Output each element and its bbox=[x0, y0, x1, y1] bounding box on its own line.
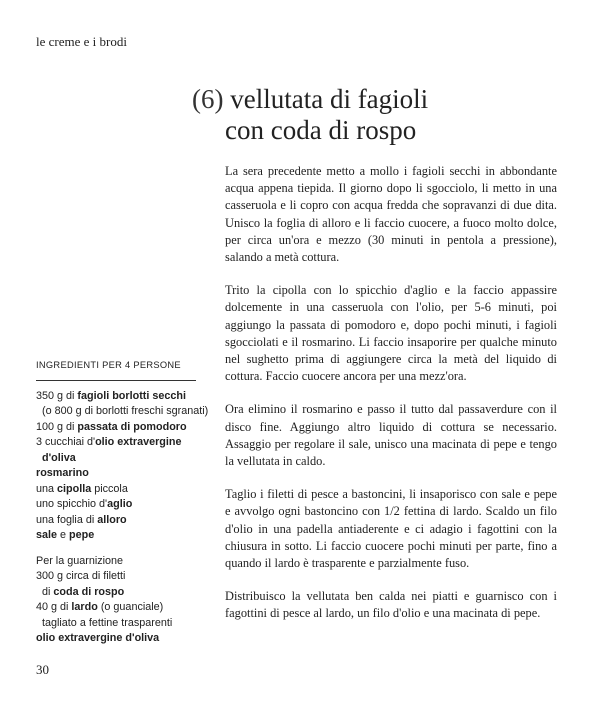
ingredient-text: uno spicchio d' bbox=[36, 498, 108, 510]
ingredient-name: passata di pomodoro bbox=[77, 420, 187, 433]
ingredient-name: alloro bbox=[97, 513, 127, 526]
ingredient-item bbox=[36, 466, 221, 482]
method-paragraph: La sera precedente metto a mollo i fagioli secchi in abbondante acqua appena tiepida. Il giorno dopo li sgocciolo, li metto in una casseruola e li copro con acqua fredda che sopravanzi di due dita. Unisco la foglia di alloro e li faccio cuocere, a fuoco molto dolce, per circa un'ora e mezzo (30 minuti in pentola a pressione), salando a metà cottura. bbox=[225, 164, 557, 265]
ingredient-item bbox=[36, 585, 221, 601]
recipe-title bbox=[192, 84, 428, 146]
garnish-heading: Per la guarnizione bbox=[36, 554, 124, 567]
ingredient-name: olio extravergine d'oliva bbox=[36, 632, 160, 644]
ingredient-item bbox=[36, 600, 221, 616]
running-head: le creme e i brodi bbox=[36, 34, 127, 49]
ingredient-item bbox=[36, 513, 221, 529]
ingredient-name: fagioli borlotti secchi bbox=[77, 389, 187, 402]
garnish-ingredients bbox=[36, 569, 221, 647]
ingredient-text: 100 g di bbox=[36, 420, 78, 433]
ingredient-item bbox=[36, 389, 221, 405]
ingredient-item bbox=[36, 528, 221, 544]
ingredient-item bbox=[36, 616, 221, 632]
method-paragraph: Taglio i filetti di pesce a bastoncini, li insaporisco con sale e pepe e avvolgo ogni bastoncino con 1/2 fettina di lardo. Scaldo un filo d'olio in una padella antiaderente e ci adagio i fagottini con la chiusura in sotto. Li faccio cuocere pochi minuti per parte, fino a quando il lardo è trasparente e parzialmente fuso. bbox=[225, 487, 557, 571]
ingredient-name: d'oliva bbox=[42, 451, 76, 464]
ingredient-item bbox=[36, 451, 221, 467]
ingredient-name: sale bbox=[36, 529, 58, 541]
ingredient-name: cipolla bbox=[57, 482, 92, 495]
ingredient-name: olio extravergine bbox=[95, 436, 182, 448]
ingredient-text: di bbox=[42, 585, 54, 598]
recipe-method bbox=[225, 163, 557, 639]
page-number: 30 bbox=[36, 662, 49, 677]
ingredient-item bbox=[36, 497, 221, 513]
ingredient-text: 3 cucchiai d' bbox=[36, 436, 96, 448]
recipe-number: (6) bbox=[192, 84, 224, 114]
ingredient-text: e bbox=[57, 529, 70, 541]
ingredient-text: (o guanciale) bbox=[97, 601, 164, 613]
ingredient-item bbox=[36, 404, 221, 420]
ingredient-text: una bbox=[36, 482, 58, 495]
method-paragraph: Distribuisco la vellutata ben calda nei piatti e guarnisco con i fagottini di pesce al lardo, un filo d'olio e una macinata di pepe. bbox=[225, 589, 557, 621]
spacer bbox=[36, 544, 221, 554]
title-line-1 bbox=[192, 84, 428, 115]
ingredient-text: piccola bbox=[91, 482, 128, 495]
ingredient-text: 300 g circa di filetti bbox=[36, 570, 126, 582]
ingredient-text: una foglia di bbox=[36, 513, 98, 526]
ingredient-item bbox=[36, 420, 221, 436]
ingredient-name: lardo bbox=[71, 601, 98, 613]
ingredient-text: 350 g di bbox=[36, 389, 78, 402]
ingredient-item bbox=[36, 569, 221, 585]
ingredient-name: coda di rospo bbox=[53, 585, 125, 598]
title-line-2: con coda di rospo bbox=[225, 115, 417, 145]
method-paragraph: Ora elimino il rosmarino e passo il tutto dal passaverdure con il disco fine. Aggiungo altro liquido di cottura se necessario. Assaggio per regolare il sale, unisco una macinata di pepe e tengo la vellutata in caldo. bbox=[225, 402, 557, 469]
ingredient-name: aglio bbox=[107, 498, 133, 510]
ingredient-item bbox=[36, 631, 221, 647]
ingredient-item bbox=[36, 435, 221, 451]
ingredient-text: 40 g di bbox=[36, 601, 72, 613]
ingredients-list bbox=[36, 358, 221, 647]
ingredients-heading: INGREDIENTI PER 4 PERSONE bbox=[36, 358, 196, 381]
ingredient-name: rosmarino bbox=[36, 467, 89, 479]
ingredient-text: tagliato a fettine trasparenti bbox=[42, 616, 173, 629]
ingredient-text: (o 800 g di borlotti freschi sgranati) bbox=[42, 405, 209, 417]
ingredient-name: pepe bbox=[69, 529, 95, 541]
main-ingredients bbox=[36, 389, 221, 544]
method-paragraph: Trito la cipolla con lo spicchio d'aglio e la faccio appassire dolcemente in una casseruola con l'olio, per 5-6 minuti, poi aggiungo la passata di pomodoro e, dopo pochi minuti, i fagioli sgocciolati e il rosmarino. Li faccio insaporire per qualche minuto nel sughetto prima di aggiungere circa la metà del liquido di cottura. Faccio cuocere ancora per una mezz'ora. bbox=[225, 283, 557, 384]
title-text-1: vellutata di fagioli bbox=[230, 84, 429, 114]
ingredient-item bbox=[36, 482, 221, 498]
